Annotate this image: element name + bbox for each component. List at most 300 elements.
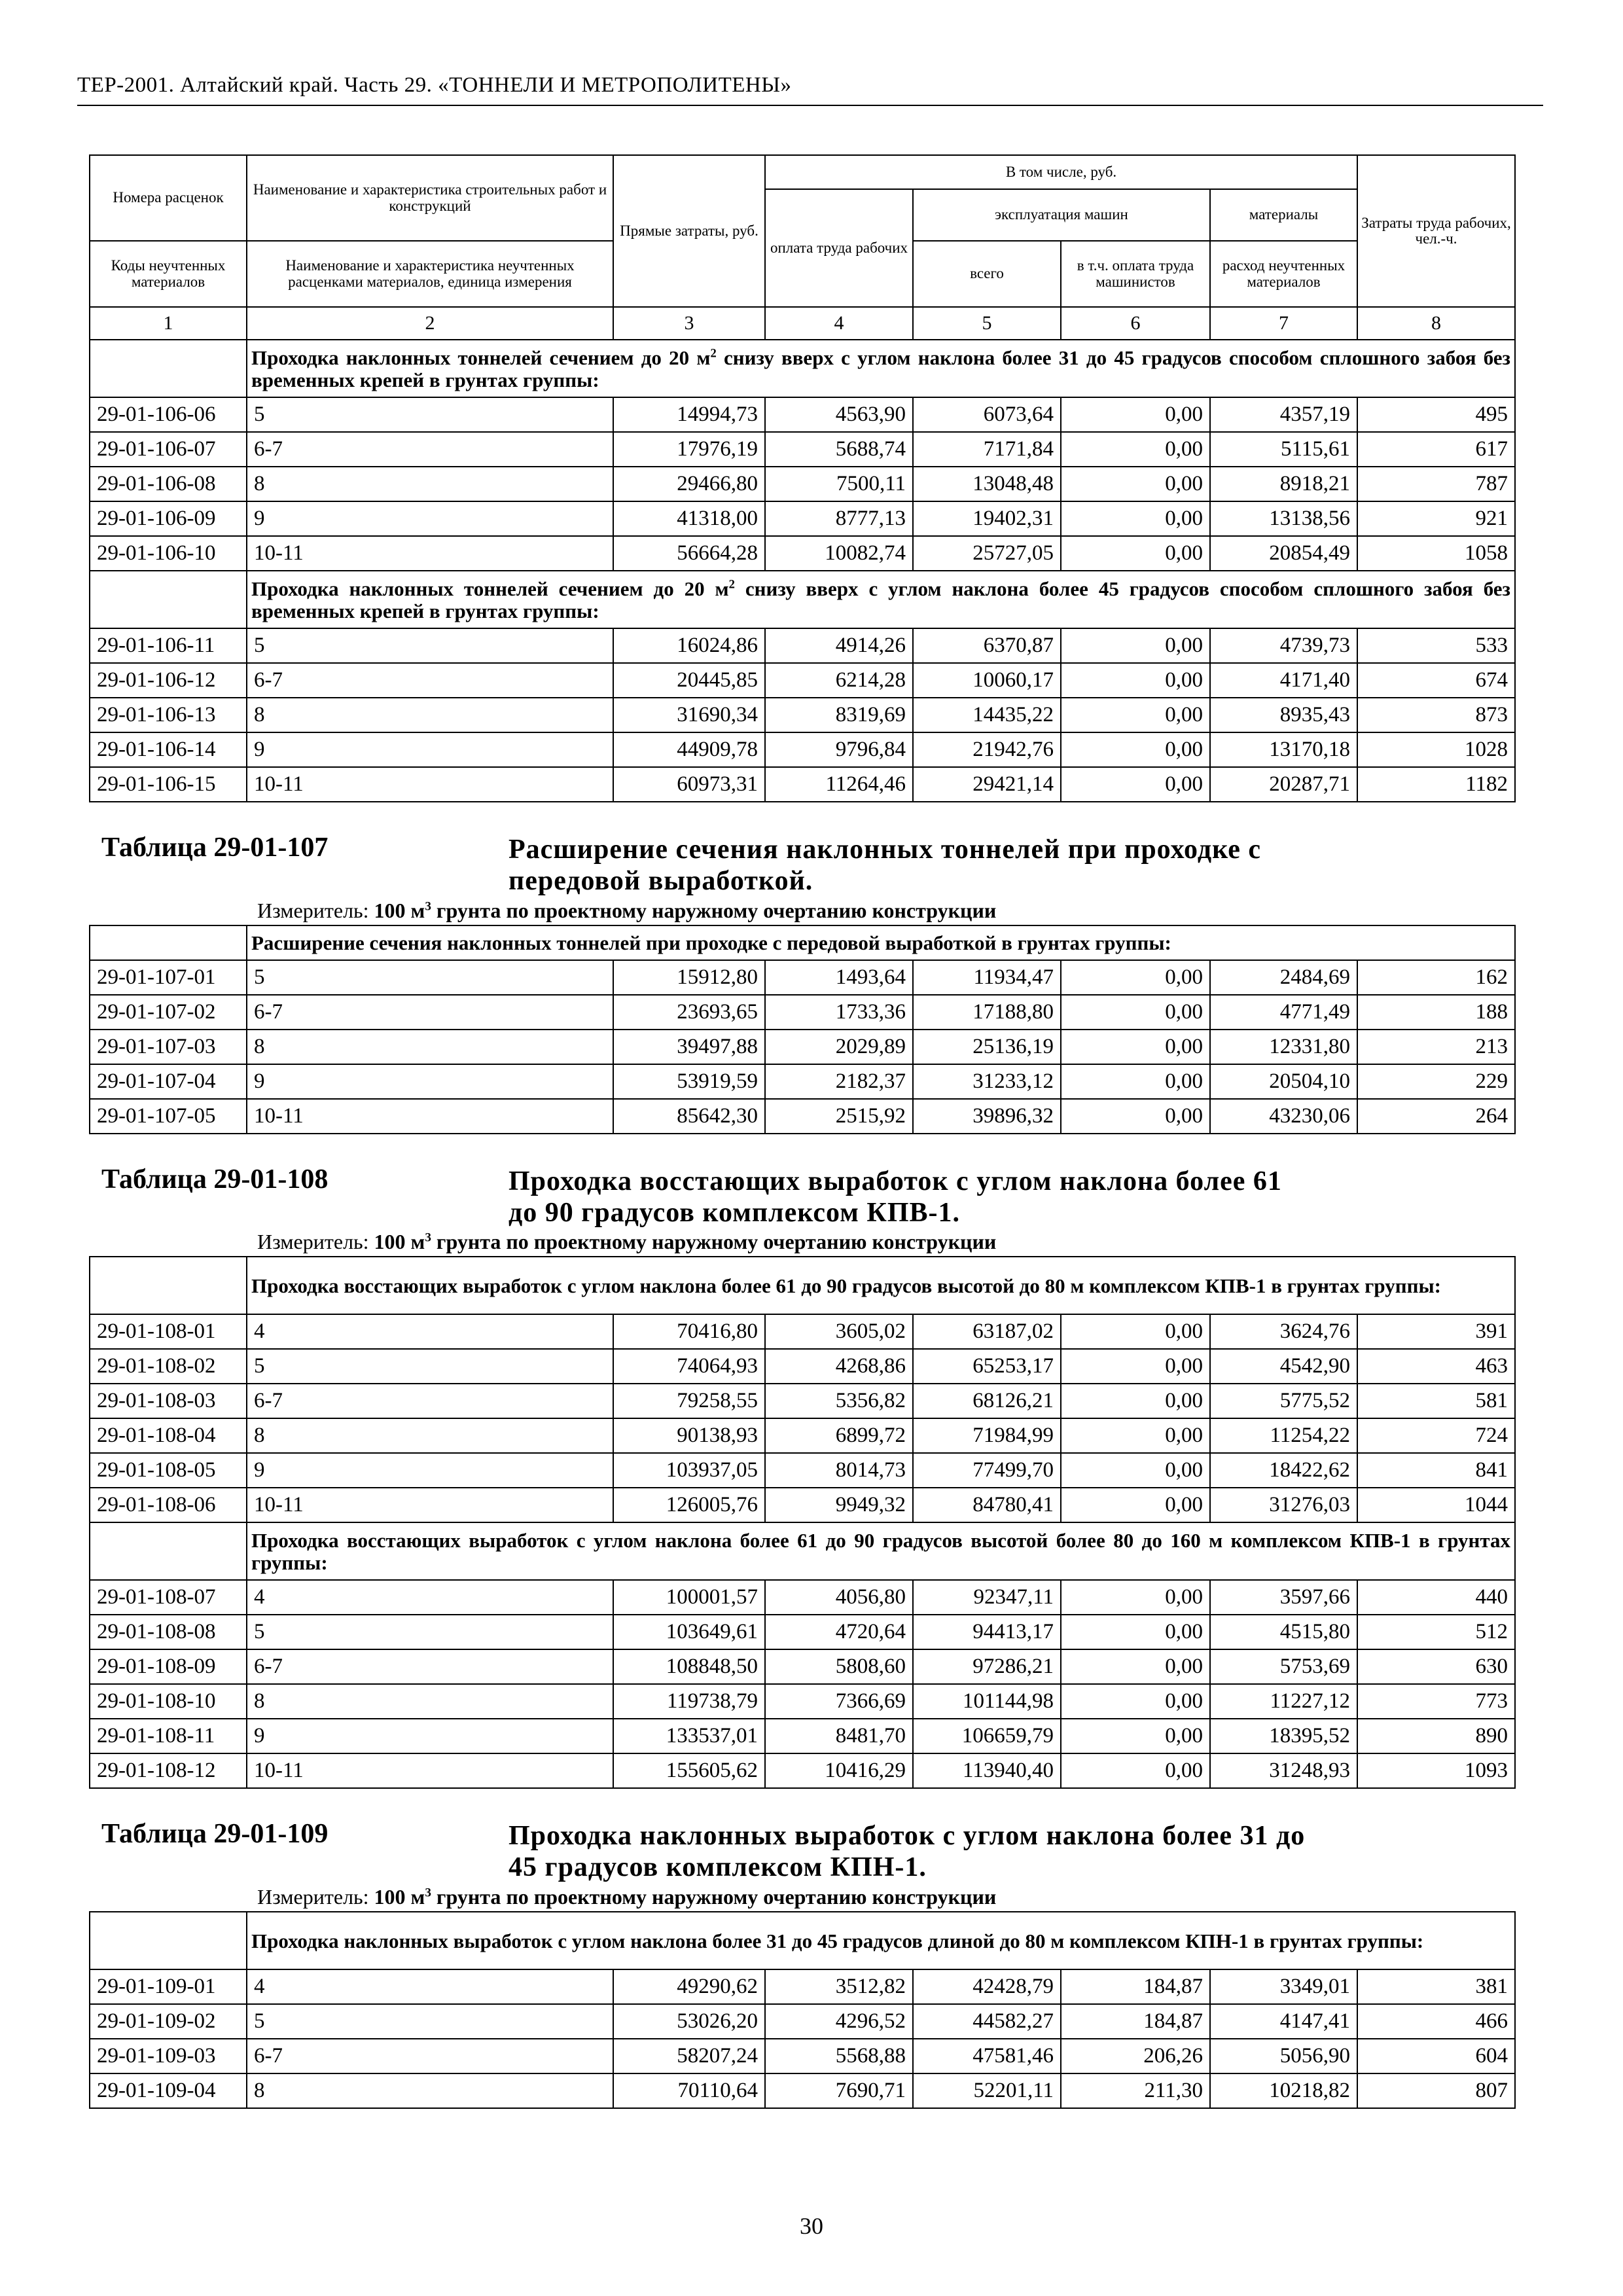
wages-cell: 8319,69 (765, 698, 913, 732)
materials-cell: 12331,80 (1210, 1030, 1357, 1064)
rate-code-cell: 29-01-108-04 (90, 1418, 247, 1453)
rate-code-cell: 29-01-108-06 (90, 1488, 247, 1522)
direct-costs-cell: 133537,01 (613, 1719, 765, 1753)
table-row (90, 1719, 1515, 1753)
measure-unit-value: 100 м (374, 898, 425, 922)
machine-wages-cell: 0,00 (1061, 467, 1210, 501)
section-title-text: Расширение сечения наклонных тоннелей при проходке с передовой выработкой в грунтах группы: (251, 931, 1171, 954)
direct-costs-cell: 16024,86 (613, 628, 765, 663)
section-code-cell (90, 340, 247, 397)
labor-cell: 463 (1357, 1349, 1515, 1384)
wages-cell: 4914,26 (765, 628, 913, 663)
soil-group-cell: 5 (247, 2004, 613, 2039)
machine-wages-cell: 0,00 (1061, 960, 1210, 995)
rate-code-cell: 29-01-108-12 (90, 1753, 247, 1788)
materials-cell: 5056,90 (1210, 2039, 1357, 2073)
wages-cell: 7690,71 (765, 2073, 913, 2108)
labor-cell: 581 (1357, 1384, 1515, 1418)
direct-costs-cell: 70110,64 (613, 2073, 765, 2108)
table-row (90, 1314, 1515, 1349)
soil-group-cell: 9 (247, 1064, 613, 1099)
soil-group-cell: 6-7 (247, 1649, 613, 1684)
table-row (90, 1649, 1515, 1684)
section-title-text: Проходка восстающих выработок с углом наклона более 61 до 90 градусов высотой более 80 до 160 м комплексом КПВ-1 в грунтах группы: (251, 1529, 1511, 1575)
materials-cell: 20287,71 (1210, 767, 1357, 802)
measure-unit-value: 100 м (374, 1230, 425, 1254)
materials-cell: 5115,61 (1210, 432, 1357, 467)
table-row (90, 1064, 1515, 1099)
section-title (247, 340, 1515, 397)
section-code-cell (90, 925, 247, 960)
labor-cell: 1058 (1357, 536, 1515, 571)
header-materials: материалы (1210, 189, 1357, 241)
machine-wages-cell: 206,26 (1061, 2039, 1210, 2073)
table-row (90, 501, 1515, 536)
machine-total-cell: 71984,99 (913, 1418, 1061, 1453)
direct-costs-cell: 108848,50 (613, 1649, 765, 1684)
section-title-text: Проходка наклонных тоннелей сечением до 20 м (251, 577, 729, 600)
materials-cell: 8918,21 (1210, 467, 1357, 501)
labor-cell: 495 (1357, 397, 1515, 432)
labor-cell: 1028 (1357, 732, 1515, 767)
section-code-cell (90, 1912, 247, 1969)
section-title (247, 1257, 1515, 1314)
machine-total-cell: 42428,79 (913, 1969, 1061, 2004)
direct-costs-cell: 58207,24 (613, 2039, 765, 2073)
measure-unit (90, 1884, 1515, 1911)
measure-unit-value: 100 м (374, 1884, 425, 1909)
wages-cell: 4563,90 (765, 397, 913, 432)
labor-cell: 391 (1357, 1314, 1515, 1349)
machine-total-cell: 44582,27 (913, 2004, 1061, 2039)
machine-total-cell: 7171,84 (913, 432, 1061, 467)
materials-cell: 4147,41 (1210, 2004, 1357, 2039)
column-number: 7 (1210, 307, 1357, 340)
header-labor: Затраты труда рабочих, чел.-ч. (1357, 155, 1515, 307)
rate-code-cell: 29-01-106-15 (90, 767, 247, 802)
table-number: Таблица 29-01-107 (101, 833, 329, 863)
machine-total-cell: 6370,87 (913, 628, 1061, 663)
table-row (90, 1349, 1515, 1384)
wages-cell: 5688,74 (765, 432, 913, 467)
machine-wages-cell: 0,00 (1061, 536, 1210, 571)
soil-group-cell: 8 (247, 467, 613, 501)
rate-code-cell: 29-01-106-14 (90, 732, 247, 767)
labor-cell: 674 (1357, 663, 1515, 698)
machine-total-cell: 14435,22 (913, 698, 1061, 732)
materials-cell: 13170,18 (1210, 732, 1357, 767)
measure-unit (90, 897, 1515, 925)
machine-wages-cell: 0,00 (1061, 1418, 1210, 1453)
materials-cell: 4515,80 (1210, 1615, 1357, 1649)
machine-total-cell: 21942,76 (913, 732, 1061, 767)
materials-cell: 2484,69 (1210, 960, 1357, 995)
rate-code-cell: 29-01-109-04 (90, 2073, 247, 2108)
table-title-row (90, 1788, 1515, 1912)
header-including: В том числе, руб. (765, 155, 1357, 189)
materials-cell: 11227,12 (1210, 1684, 1357, 1719)
rate-code-cell: 29-01-106-07 (90, 432, 247, 467)
rate-code-cell: 29-01-106-08 (90, 467, 247, 501)
section-title-text: Проходка наклонных выработок с углом наклона более 31 до 45 градусов длиной до 80 м комплексом КПН-1 в грунтах группы: (251, 1929, 1424, 1952)
table-row (90, 698, 1515, 732)
table-row (90, 397, 1515, 432)
materials-cell: 3624,76 (1210, 1314, 1357, 1349)
direct-costs-cell: 74064,93 (613, 1349, 765, 1384)
machine-total-cell: 92347,11 (913, 1580, 1061, 1615)
rates-table (89, 154, 1516, 2109)
soil-group-cell: 5 (247, 397, 613, 432)
labor-cell: 440 (1357, 1580, 1515, 1615)
soil-group-cell: 5 (247, 960, 613, 995)
rate-code-cell: 29-01-107-05 (90, 1099, 247, 1134)
table-title-block (90, 802, 1515, 925)
machine-wages-cell: 0,00 (1061, 1719, 1210, 1753)
table-title-block (90, 1134, 1515, 1257)
table-row (90, 1684, 1515, 1719)
materials-cell: 18395,52 (1210, 1719, 1357, 1753)
table-row (90, 432, 1515, 467)
header-machine-operation: эксплуатация машин (913, 189, 1210, 241)
table-head (90, 155, 1515, 340)
section-title-text: Проходка восстающих выработок с углом наклона более 61 до 90 градусов высотой до 80 м комплексом КПВ-1 в грунтах группы: (251, 1274, 1441, 1298)
labor-cell: 807 (1357, 2073, 1515, 2108)
machine-wages-cell: 0,00 (1061, 397, 1210, 432)
table-heading (90, 1789, 1515, 1911)
table-body (90, 340, 1515, 2108)
column-number: 1 (90, 307, 247, 340)
rate-code-cell: 29-01-109-03 (90, 2039, 247, 2073)
measure-unit-superscript: 3 (425, 1230, 431, 1245)
direct-costs-cell: 31690,34 (613, 698, 765, 732)
section-code-cell (90, 571, 247, 628)
header-rule (77, 105, 1543, 106)
measure-unit-prefix: Измеритель: (257, 898, 374, 922)
running-header: ТЕР-2001. Алтайский край. Часть 29. «ТОННЕЛИ И МЕТРОПОЛИТЕНЫ» (77, 73, 792, 97)
labor-cell: 724 (1357, 1418, 1515, 1453)
rate-code-cell: 29-01-106-11 (90, 628, 247, 663)
machine-total-cell: 19402,31 (913, 501, 1061, 536)
direct-costs-cell: 20445,85 (613, 663, 765, 698)
soil-group-cell: 10-11 (247, 1753, 613, 1788)
header-machine-total: всего (913, 241, 1061, 307)
header-direct-costs: Прямые затраты, руб. (613, 155, 765, 307)
machine-total-cell: 29421,14 (913, 767, 1061, 802)
table-row (90, 467, 1515, 501)
soil-group-cell: 10-11 (247, 536, 613, 571)
labor-cell: 264 (1357, 1099, 1515, 1134)
table-title-row (90, 1134, 1515, 1257)
machine-wages-cell: 0,00 (1061, 1753, 1210, 1788)
machine-total-cell: 68126,21 (913, 1384, 1061, 1418)
machine-wages-cell: 0,00 (1061, 1314, 1210, 1349)
machine-total-cell: 6073,64 (913, 397, 1061, 432)
materials-cell: 5775,52 (1210, 1384, 1357, 1418)
section-header-row (90, 1912, 1515, 1969)
labor-cell: 1182 (1357, 767, 1515, 802)
soil-group-cell: 9 (247, 1453, 613, 1488)
wages-cell: 7500,11 (765, 467, 913, 501)
column-number: 6 (1061, 307, 1210, 340)
wages-cell: 2182,37 (765, 1064, 913, 1099)
rate-code-cell: 29-01-109-02 (90, 2004, 247, 2039)
header-materials-unaccounted: расход неучтенных материалов (1210, 241, 1357, 307)
section-title-text: Проходка наклонных тоннелей сечением до 20 м (251, 346, 711, 369)
table-row (90, 2039, 1515, 2073)
soil-group-cell: 4 (247, 1969, 613, 2004)
direct-costs-cell: 17976,19 (613, 432, 765, 467)
materials-cell: 11254,22 (1210, 1418, 1357, 1453)
header-row-1 (90, 155, 1515, 189)
soil-group-cell: 4 (247, 1580, 613, 1615)
labor-cell: 773 (1357, 1684, 1515, 1719)
rate-code-cell: 29-01-107-02 (90, 995, 247, 1030)
machine-wages-cell: 184,87 (1061, 2004, 1210, 2039)
measure-unit-superscript: 3 (425, 1886, 431, 1900)
wages-cell: 10082,74 (765, 536, 913, 571)
wages-cell: 7366,69 (765, 1684, 913, 1719)
rate-code-cell: 29-01-108-11 (90, 1719, 247, 1753)
direct-costs-cell: 23693,65 (613, 995, 765, 1030)
materials-cell: 20854,49 (1210, 536, 1357, 571)
rate-code-cell: 29-01-108-08 (90, 1615, 247, 1649)
rate-code-cell: 29-01-106-13 (90, 698, 247, 732)
materials-cell: 4739,73 (1210, 628, 1357, 663)
labor-cell: 188 (1357, 995, 1515, 1030)
machine-wages-cell: 0,00 (1061, 1684, 1210, 1719)
column-number: 3 (613, 307, 765, 340)
table-row (90, 960, 1515, 995)
table-title: Проходка наклонных выработок с углом наклона более 31 до 45 градусов комплексом КПН-1. (508, 1821, 1306, 1883)
soil-group-cell: 10-11 (247, 1099, 613, 1134)
machine-total-cell: 11934,47 (913, 960, 1061, 995)
direct-costs-cell: 53919,59 (613, 1064, 765, 1099)
direct-costs-cell: 29466,80 (613, 467, 765, 501)
machine-wages-cell: 184,87 (1061, 1969, 1210, 2004)
machine-total-cell: 65253,17 (913, 1349, 1061, 1384)
section-title (247, 925, 1515, 960)
section-code-cell (90, 1522, 247, 1580)
wages-cell: 4296,52 (765, 2004, 913, 2039)
table-row (90, 732, 1515, 767)
column-number: 8 (1357, 307, 1515, 340)
rate-code-cell: 29-01-107-04 (90, 1064, 247, 1099)
section-header-row (90, 1522, 1515, 1580)
direct-costs-cell: 39497,88 (613, 1030, 765, 1064)
section-header-row (90, 571, 1515, 628)
machine-total-cell: 97286,21 (913, 1649, 1061, 1684)
table-title: Расширение сечения наклонных тоннелей при проходке с передовой выработкой. (508, 834, 1262, 897)
soil-group-cell: 6-7 (247, 663, 613, 698)
soil-group-cell: 8 (247, 2073, 613, 2108)
labor-cell: 1093 (1357, 1753, 1515, 1788)
soil-group-cell: 5 (247, 628, 613, 663)
direct-costs-cell: 103937,05 (613, 1453, 765, 1488)
wages-cell: 1493,64 (765, 960, 913, 995)
page-number: 30 (800, 2213, 823, 2239)
labor-cell: 841 (1357, 1453, 1515, 1488)
machine-wages-cell: 0,00 (1061, 732, 1210, 767)
machine-total-cell: 13048,48 (913, 467, 1061, 501)
materials-cell: 10218,82 (1210, 2073, 1357, 2108)
header-wages: оплата труда рабочих (765, 189, 913, 307)
direct-costs-cell: 44909,78 (613, 732, 765, 767)
machine-total-cell: 106659,79 (913, 1719, 1061, 1753)
direct-costs-cell: 90138,93 (613, 1418, 765, 1453)
rate-code-cell: 29-01-108-02 (90, 1349, 247, 1384)
materials-cell: 8935,43 (1210, 698, 1357, 732)
labor-cell: 617 (1357, 432, 1515, 467)
soil-group-cell: 6-7 (247, 1384, 613, 1418)
wages-cell: 4268,86 (765, 1349, 913, 1384)
machine-total-cell: 47581,46 (913, 2039, 1061, 2073)
labor-cell: 381 (1357, 1969, 1515, 2004)
machine-wages-cell: 0,00 (1061, 995, 1210, 1030)
wages-cell: 8777,13 (765, 501, 913, 536)
wages-cell: 9949,32 (765, 1488, 913, 1522)
machine-total-cell: 31233,12 (913, 1064, 1061, 1099)
labor-cell: 1044 (1357, 1488, 1515, 1522)
direct-costs-cell: 126005,76 (613, 1488, 765, 1522)
rate-code-cell: 29-01-106-06 (90, 397, 247, 432)
machine-wages-cell: 0,00 (1061, 1384, 1210, 1418)
wages-cell: 5568,88 (765, 2039, 913, 2073)
wages-cell: 2515,92 (765, 1099, 913, 1134)
soil-group-cell: 9 (247, 1719, 613, 1753)
rate-code-cell: 29-01-109-01 (90, 1969, 247, 2004)
wages-cell: 5356,82 (765, 1384, 913, 1418)
wages-cell: 6214,28 (765, 663, 913, 698)
machine-wages-cell: 0,00 (1061, 1580, 1210, 1615)
direct-costs-cell: 49290,62 (613, 1969, 765, 2004)
table-row (90, 1099, 1515, 1134)
soil-group-cell: 5 (247, 1349, 613, 1384)
soil-group-cell: 6-7 (247, 995, 613, 1030)
machine-total-cell: 94413,17 (913, 1615, 1061, 1649)
table-row (90, 2004, 1515, 2039)
soil-group-cell: 9 (247, 732, 613, 767)
machine-total-cell: 84780,41 (913, 1488, 1061, 1522)
materials-cell: 3597,66 (1210, 1580, 1357, 1615)
materials-cell: 13138,56 (1210, 501, 1357, 536)
rate-code-cell: 29-01-108-03 (90, 1384, 247, 1418)
wages-cell: 5808,60 (765, 1649, 913, 1684)
rate-code-cell: 29-01-107-03 (90, 1030, 247, 1064)
table-row (90, 1488, 1515, 1522)
materials-cell: 20504,10 (1210, 1064, 1357, 1099)
table-number: Таблица 29-01-108 (101, 1164, 329, 1194)
direct-costs-cell: 119738,79 (613, 1684, 765, 1719)
rate-code-cell: 29-01-106-12 (90, 663, 247, 698)
measure-unit-prefix: Измеритель: (257, 1884, 374, 1909)
machine-wages-cell: 0,00 (1061, 432, 1210, 467)
materials-cell: 4771,49 (1210, 995, 1357, 1030)
measure-unit-prefix: Измеритель: (257, 1230, 374, 1254)
machine-wages-cell: 0,00 (1061, 1488, 1210, 1522)
table-row (90, 663, 1515, 698)
direct-costs-cell: 100001,57 (613, 1580, 765, 1615)
table-row (90, 2073, 1515, 2108)
labor-cell: 466 (1357, 2004, 1515, 2039)
table-row (90, 628, 1515, 663)
soil-group-cell: 10-11 (247, 1488, 613, 1522)
wages-cell: 2029,89 (765, 1030, 913, 1064)
measure-unit-description: грунта по проектному наружному очертанию конструкции (431, 1230, 997, 1254)
soil-group-cell: 8 (247, 698, 613, 732)
machine-wages-cell: 0,00 (1061, 767, 1210, 802)
machine-wages-cell: 0,00 (1061, 1099, 1210, 1134)
section-header-row (90, 340, 1515, 397)
table-row (90, 536, 1515, 571)
table-row (90, 767, 1515, 802)
direct-costs-cell: 53026,20 (613, 2004, 765, 2039)
materials-cell: 4357,19 (1210, 397, 1357, 432)
materials-cell: 31248,93 (1210, 1753, 1357, 1788)
measure-unit-description: грунта по проектному наружному очертанию конструкции (431, 898, 997, 922)
table-title-block (90, 1788, 1515, 1912)
materials-cell: 31276,03 (1210, 1488, 1357, 1522)
soil-group-cell: 4 (247, 1314, 613, 1349)
soil-group-cell: 6-7 (247, 432, 613, 467)
table-row (90, 1384, 1515, 1418)
labor-cell: 162 (1357, 960, 1515, 995)
table-row (90, 1615, 1515, 1649)
labor-cell: 512 (1357, 1615, 1515, 1649)
section-title-superscript: 2 (728, 577, 735, 592)
header-unaccounted-name: Наименование и характеристика неучтенных расценками материалов, единица измерения (247, 241, 613, 307)
direct-costs-cell: 14994,73 (613, 397, 765, 432)
machine-total-cell: 63187,02 (913, 1314, 1061, 1349)
direct-costs-cell: 85642,30 (613, 1099, 765, 1134)
header-unaccounted-codes: Коды неучтенных материалов (90, 241, 247, 307)
labor-cell: 213 (1357, 1030, 1515, 1064)
soil-group-cell: 9 (247, 501, 613, 536)
wages-cell: 8481,70 (765, 1719, 913, 1753)
column-number: 4 (765, 307, 913, 340)
machine-total-cell: 113940,40 (913, 1753, 1061, 1788)
section-title (247, 1522, 1515, 1580)
header-rate-numbers: Номера расценок (90, 155, 247, 241)
section-header-row (90, 925, 1515, 960)
wages-cell: 11264,46 (765, 767, 913, 802)
wages-cell: 8014,73 (765, 1453, 913, 1488)
materials-cell: 4542,90 (1210, 1349, 1357, 1384)
rates-document (89, 154, 1514, 2109)
materials-cell: 4171,40 (1210, 663, 1357, 698)
measure-unit-superscript: 3 (425, 899, 431, 913)
labor-cell: 921 (1357, 501, 1515, 536)
direct-costs-cell: 155605,62 (613, 1753, 765, 1788)
machine-total-cell: 25136,19 (913, 1030, 1061, 1064)
direct-costs-cell: 41318,00 (613, 501, 765, 536)
direct-costs-cell: 60973,31 (613, 767, 765, 802)
table-row (90, 1969, 1515, 2004)
rate-code-cell: 29-01-108-09 (90, 1649, 247, 1684)
section-title-text-end: снизу вверх с углом наклона более 45 градусов способом сплошного забоя без временных крепей в грунтах группы: (251, 577, 1511, 622)
table-title: Проходка восстающих выработок с углом наклона более 61 до 90 градусов комплексом КПВ-1. (508, 1166, 1282, 1228)
table-row (90, 1030, 1515, 1064)
machine-total-cell: 17188,80 (913, 995, 1061, 1030)
materials-cell: 18422,62 (1210, 1453, 1357, 1488)
wages-cell: 4056,80 (765, 1580, 913, 1615)
soil-group-cell: 8 (247, 1030, 613, 1064)
column-number: 5 (913, 307, 1061, 340)
table-row (90, 1418, 1515, 1453)
machine-wages-cell: 0,00 (1061, 1615, 1210, 1649)
table-heading (90, 802, 1515, 925)
machine-wages-cell: 0,00 (1061, 1453, 1210, 1488)
wages-cell: 9796,84 (765, 732, 913, 767)
